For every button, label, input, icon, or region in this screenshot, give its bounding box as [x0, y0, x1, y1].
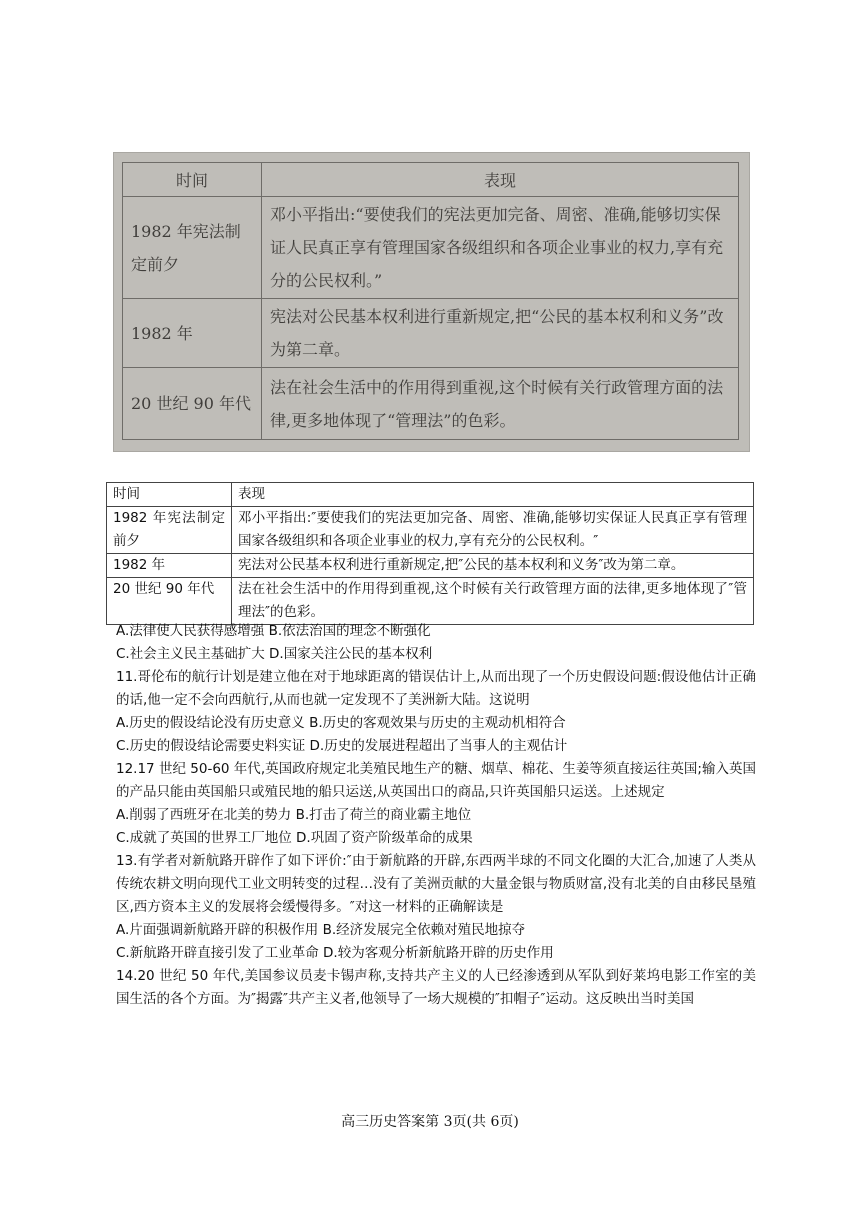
scanned-cell-time: 20 世纪 90 年代: [123, 368, 262, 440]
q13-stem: 13.有学者对新航路开辟作了如下评价:″由于新航路的开辟,东西两半球的不同文化圈的大汇合,加速了人类从传统农耕文明向现代工业文明转变的过程…没有了美洲贡献的大量金银与物质财富,没有北美的自由移民垦殖区,西方资本主义的发展将会缓慢得多。″对这一材料的正确解读是: [116, 853, 756, 915]
scanned-table-header-row: [123, 163, 739, 197]
scanned-cell-time: 1982 年宪法制定前夕: [123, 197, 262, 299]
typed-cell-desc: 宪法对公民基本权利进行重新规定,把″公民的基本权利和义务″改为第二章。: [232, 554, 754, 578]
scanned-table: [122, 162, 739, 440]
scanned-header-time: 时间: [123, 163, 262, 197]
scanned-header-desc: 表现: [262, 163, 739, 197]
q12-option-cd: C.成就了英国的世界工厂地位 D.巩固了资产阶级革命的成果: [116, 830, 473, 846]
typed-table-row: [107, 507, 754, 554]
typed-header-desc: 表现: [232, 483, 754, 507]
typed-cell-desc: 法在社会生活中的作用得到重视,这个时候有关行政管理方面的法律,更多地体现了″管理法″的色彩。: [232, 578, 754, 625]
q11-stem: 11.哥伦布的航行计划是建立他在对于地球距离的错误估计上,从而出现了一个历史假设问题:假设他估计正确的话,他一定不会向西航行,从而也就一定发现不了美洲新大陆。这说明: [116, 669, 756, 708]
question-list: [116, 620, 756, 1011]
q13-option-cd: C.新航路开辟直接引发了工业革命 D.较为客观分析新航路开辟的历史作用: [116, 945, 554, 961]
scanned-cell-desc: 法在社会生活中的作用得到重视,这个时候有关行政管理方面的法律,更多地体现了“管理法”的色彩。: [262, 368, 739, 440]
q10-option-ab: A.法律使人民获得感增强 B.依法治国的理念不断强化: [116, 623, 431, 639]
q10-option-cd: C.社会主义民主基础扩大 D.国家关注公民的基本权利: [116, 646, 433, 662]
typed-table-row: [107, 554, 754, 578]
scanned-table-row: [123, 197, 739, 299]
typed-table: [106, 482, 754, 625]
scanned-cell-time: 1982 年: [123, 299, 262, 368]
q12-option-ab: A.削弱了西班牙在北美的势力 B.打击了荷兰的商业霸主地位: [116, 807, 472, 823]
typed-cell-time: 1982 年: [107, 554, 232, 578]
page-footer: 高三历史答案第 3页(共 6页): [341, 1114, 519, 1130]
typed-cell-desc: 邓小平指出:″要使我们的宪法更加完备、周密、准确,能够切实保证人民真正享有管理国家各级组织和各项企业事业的权力,享有充分的公民权利。″: [232, 507, 754, 554]
typed-table-row: [107, 578, 754, 625]
q11-option-ab: A.历史的假设结论没有历史意义 B.历史的客观效果与历史的主观动机相符合: [116, 715, 566, 731]
scanned-table-row: [123, 299, 739, 368]
typed-cell-time: 1982 年宪法制定前夕: [107, 507, 232, 554]
scanned-table-row: [123, 368, 739, 440]
typed-cell-time: 20 世纪 90 年代: [107, 578, 232, 625]
q11-option-cd: C.历史的假设结论需要史料实证 D.历史的发展进程超出了当事人的主观估计: [116, 738, 568, 754]
scanned-cell-desc: 邓小平指出:“要使我们的宪法更加完备、周密、准确,能够切实保证人民真正享有管理国家各级组织和各项企业事业的权力,享有充分的公民权利。”: [262, 197, 739, 299]
scanned-table-image: [113, 152, 750, 452]
typed-header-time: 时间: [107, 483, 232, 507]
q12-stem: 12.17 世纪 50-60 年代,英国政府规定北美殖民地生产的糖、烟草、棉花、生姜等须直接运往英国;输入英国的产品只能由英国船只或殖民地的船只运送,从英国出口的商品,只许英国船只运送。上述规定: [116, 761, 756, 800]
q13-option-ab: A.片面强调新航路开辟的积极作用 B.经济发展完全依赖对殖民地掠夺: [116, 922, 526, 938]
scanned-cell-desc: 宪法对公民基本权利进行重新规定,把“公民的基本权利和义务”改为第二章。: [262, 299, 739, 368]
q14-stem: 14.20 世纪 50 年代,美国参议员麦卡锡声称,支持共产主义的人已经渗透到从军队到好莱坞电影工作室的美国生活的各个方面。为″揭露″共产主义者,他领导了一场大规模的″扣帽子″运动。这反映出当时美国: [116, 968, 756, 1007]
typed-table-header-row: [107, 483, 754, 507]
